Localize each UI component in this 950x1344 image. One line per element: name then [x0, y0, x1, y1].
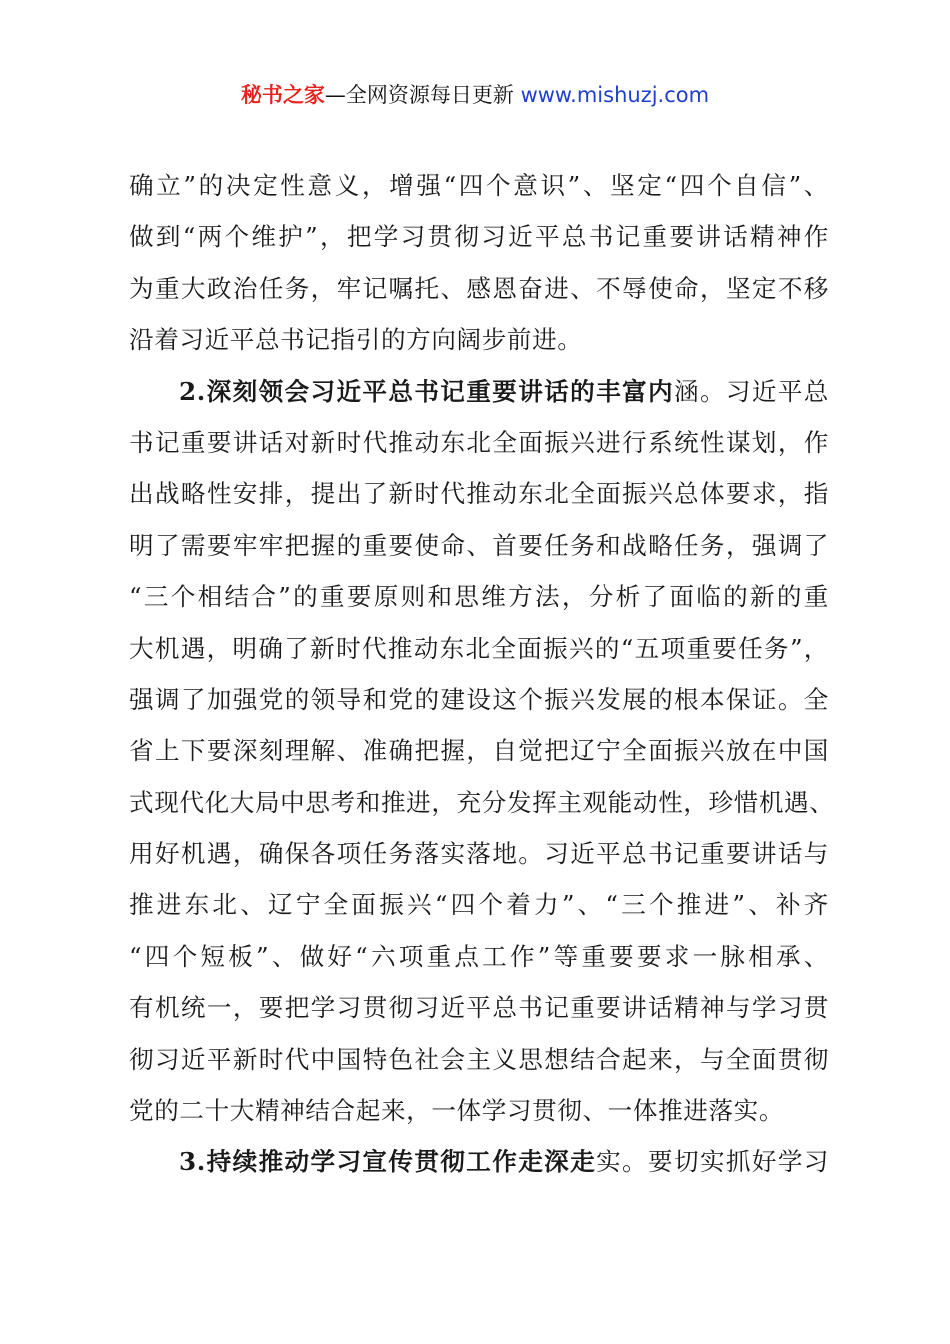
brand-name: 秘书之家	[240, 83, 325, 107]
section-heading-line	[129, 366, 829, 417]
text-line: “四个短板”、做好“六项重点工作”等重要要求一脉相承、	[129, 941, 829, 971]
text-line: 强调了加强党的领导和党的建设这个振兴发展的根本保证。全	[129, 684, 829, 714]
text-line: 出战略性安排，提出了新时代推动东北全面振兴总体要求，指	[129, 479, 829, 509]
text-line: 彻习近平新时代中国特色社会主义思想结合起来，与全面贯彻	[129, 1044, 829, 1074]
section-heading: 2.深刻领会习近平总书记重要讲话的丰富内	[179, 376, 674, 406]
section-heading: 3.持续推动学习宣传贯彻工作走深走	[179, 1147, 597, 1177]
text-line: 党的二十大精神结合起来，一体学习贯彻、一体推进落实。	[129, 1096, 785, 1126]
text-line: 明了需要牢牢把握的重要使命、首要任务和战略任务，强调了	[129, 530, 829, 560]
website-link[interactable]: www.mishuzj.com	[520, 83, 710, 107]
text-line: 用好机遇，确保各项任务落实落地。习近平总书记重要讲话与	[129, 839, 829, 869]
section-3	[129, 1136, 829, 1187]
header-tagline: —全网资源每日更新	[324, 83, 514, 107]
text-line: 沿着习近平总书记指引的方向阔步前进。	[129, 325, 583, 355]
section-text: 涵。习近平总	[673, 376, 829, 406]
text-line: 书记重要讲话对新时代推动东北全面振兴进行系统性谋划，作	[129, 427, 829, 457]
text-line: 省上下要深刻理解、准确把握，自觉把辽宁全面振兴放在中国	[129, 736, 829, 766]
text-line: 大机遇，明确了新时代推动东北全面振兴的“五项重要任务”，	[129, 633, 829, 663]
paragraph-1	[129, 160, 829, 366]
text-line: “三个相结合”的重要原则和思维方法，分析了面临的新的重	[129, 582, 829, 612]
text-line: 确立”的决定性意义，增强“四个意识”、坚定“四个自信”、	[129, 171, 829, 200]
section-2	[129, 366, 835, 1137]
text-line: 做到“两个维护”，把学习贯彻习近平总书记重要讲话精神作	[129, 222, 829, 252]
text-line: 式现代化大局中思考和推进，充分发挥主观能动性，珍惜机遇、	[129, 787, 835, 817]
section-text: 实。要切实抓好学习	[596, 1147, 829, 1177]
document-body	[129, 160, 835, 1188]
text-line: 有机统一，要把学习贯彻习近平总书记重要讲话精神与学习贯	[129, 993, 829, 1023]
text-line: 推进东北、辽宁全面振兴“四个着力”、“三个推进”、补齐	[129, 890, 829, 920]
page-header	[0, 80, 950, 110]
section-heading-line	[129, 1136, 829, 1187]
text-line: 为重大政治任务，牢记嘱托、感恩奋进、不辱使命，坚定不移	[129, 273, 829, 303]
